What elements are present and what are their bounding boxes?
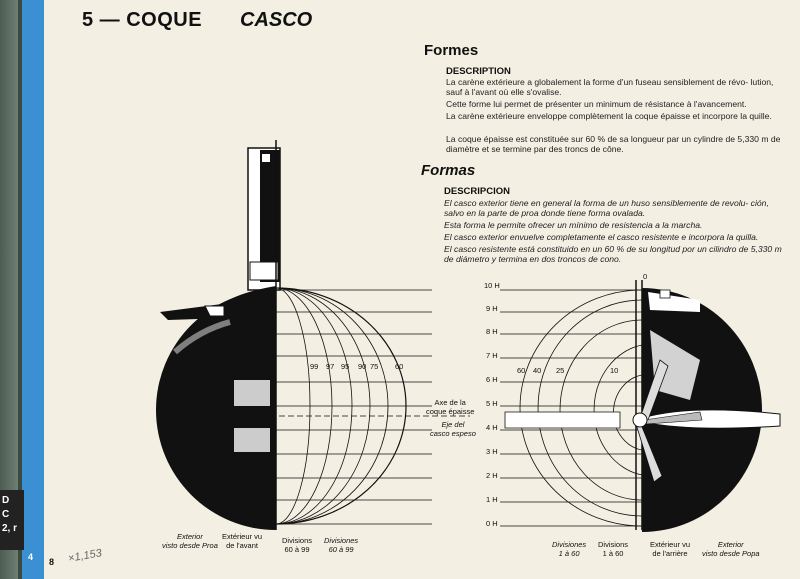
h-label: 5 H (486, 399, 498, 408)
division-label: 10 (610, 366, 619, 375)
caption-divisiones-60-99-es: Divisiones 60 à 99 (324, 536, 359, 554)
caption-exterior-proa: Exterior visto desde Proa (162, 532, 218, 550)
h-label: 10 H (484, 281, 500, 290)
para-es-2: Esta forma le permite ofrecer un mínimo de resistencia a la marcha. (444, 220, 703, 230)
hull-frames-front (270, 140, 470, 530)
h-label: 0 H (486, 519, 498, 528)
para-fr-4: La coque épaisse est constituée sur 60 % de sa longueur par un cylindre de 5,330 m de diamètre et se termine par des troncs de cône. (446, 134, 781, 154)
subheading-es: DESCRIPCION (444, 186, 510, 197)
axis-label-fr: Axe de la coque épaisse (426, 398, 475, 416)
division-label: 40 (533, 366, 542, 375)
division-label: 95 (341, 362, 350, 371)
heading-fr: Formes (424, 42, 479, 59)
division-label: 75 (370, 362, 379, 371)
division-label: 60 (395, 362, 404, 371)
section-title-fr: 5 — COQUE (82, 9, 203, 31)
page-number-right: 8 (49, 557, 55, 567)
caption-exterieur-avant: Extérieur vu de l'avant (222, 532, 263, 550)
caption-divisiones-1-60-es: Divisiones 1 à 60 (552, 540, 587, 558)
caption-exterior-popa: Exterior visto desde Popa (702, 540, 760, 558)
h-label: 9 H (486, 304, 498, 313)
para-es-4: El casco resistente está constituido en un 60 % de su longitud por un cilindro de 5,330 m de diámetro y termina en dos troncos de cono. (444, 244, 782, 264)
division-label: 60 (517, 366, 526, 375)
axis-label-es: Eje del casco espeso (430, 420, 476, 438)
handwritten-note: ×1,153 (67, 547, 103, 565)
caption-divisions-1-60-fr: Divisions 1 à 60 (598, 540, 629, 558)
para-fr-2: Cette forme lui permet de présenter un minimum de résistance à l'avancement. (446, 99, 747, 109)
section-title-es: CASCO (240, 9, 313, 31)
division-label: 97 (326, 362, 335, 371)
para-fr-1: La carène extérieure a globalement la forme d'un fuseau sensiblement de révo- lution, sauf à l'avant où elle s'ovalise. (446, 77, 774, 97)
para-es-1: El casco exterior tiene en general la forma de un huso sensiblemente de revolu- ción, salvo en la parte de proa donde tiene forma ovalada. (444, 198, 769, 218)
h-label: 8 H (486, 327, 498, 336)
para-fr-3: La carène extérieure enveloppe complètement la coque épaisse et incorpore la quille. (446, 111, 772, 121)
division-label: 25 (556, 366, 565, 375)
page-number-left: 4 (28, 552, 34, 562)
subheading-fr: DESCRIPTION (446, 66, 511, 77)
caption-exterieur-arriere: Extérieur vu de l'arrière (650, 540, 691, 558)
frame-zero-label: 0 (643, 272, 648, 281)
h-label: 1 H (486, 495, 498, 504)
h-label: 6 H (486, 375, 498, 384)
h-label: 7 H (486, 351, 498, 360)
heading-es: Formas (421, 162, 476, 179)
division-label: 99 (310, 362, 319, 371)
h-label: 4 H (486, 423, 498, 432)
caption-divisions-60-99-fr: Divisions 60 à 99 (282, 536, 313, 554)
para-es-3: El casco exterior envuelve completamente el casco resistente e incorpora la quilla. (444, 232, 759, 242)
h-label: 2 H (486, 471, 498, 480)
hull-frames-rear (500, 280, 642, 530)
h-label: 3 H (486, 447, 498, 456)
division-label: 90 (358, 362, 367, 371)
sail-left (248, 148, 280, 290)
side-tab: D C 2, r (0, 490, 24, 550)
